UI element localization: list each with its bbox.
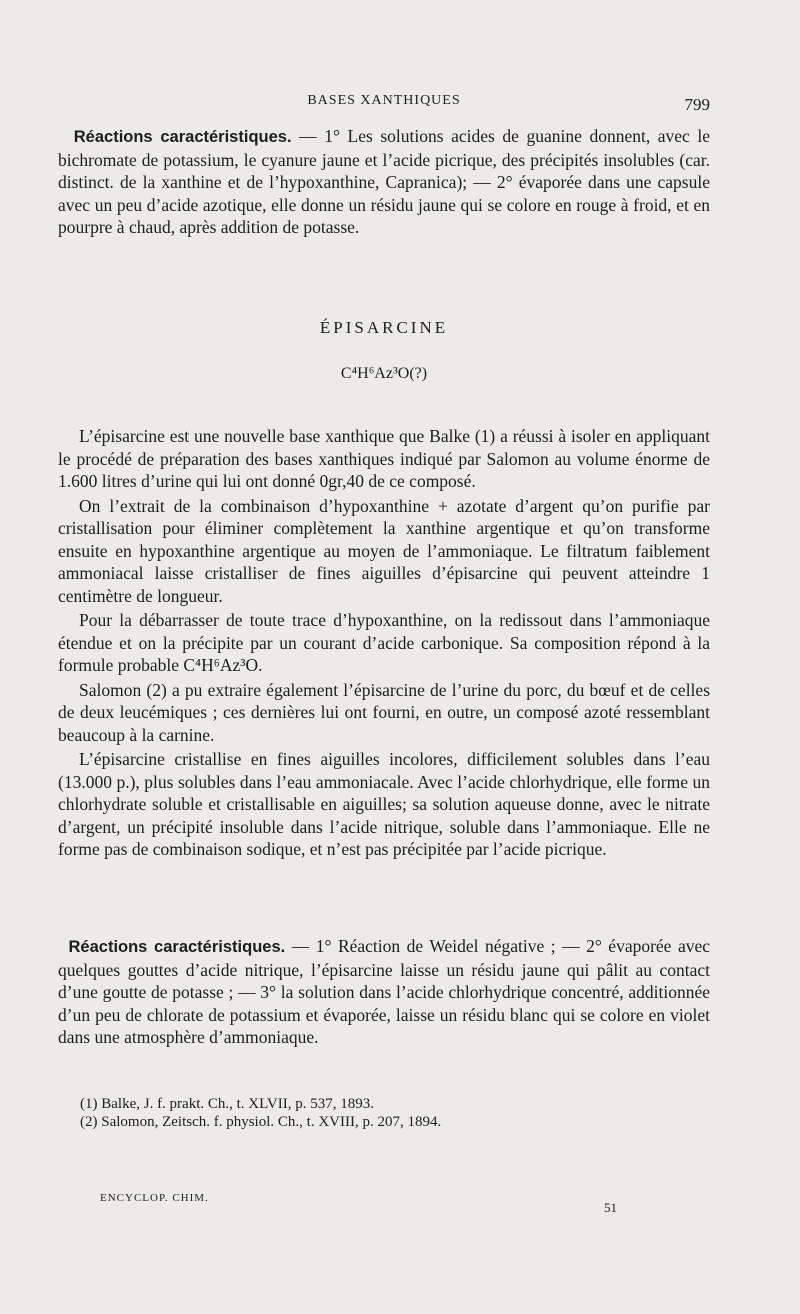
paragraph: L’épisarcine est une nouvelle base xanthique que Balke (1) a réussi à isoler en appliquant le procédé de préparation des bases xanthiques indiqué par Salomon au volume énorme de 1.600 litres d’urine qui lui ont donné 0gr,40 de ce composé. — [58, 426, 710, 491]
paragraph: L’épisarcine cristallise en fines aiguilles incolores, difficilement solubles dans l’eau (13.000 p.), plus solubles dans l’eau ammoniacale. Avec l’acide chlorhydrique, elle forme un chlorhydrate soluble et cristallisable en aiguilles; sa solution aqueuse donne, avec le nitrate d’argent, un précipité insoluble dans l’acide nitrique, soluble dans l’ammoniaque. Elle ne forme pas de combinaison sodique, et n’est pas précipitée par l’acide picrique. — [58, 749, 710, 859]
description-body — [58, 425, 710, 863]
paragraph: On l’extrait de la combinaison d’hypoxanthine + azotate d’argent qu’on purifie par cristallisation pour éliminer complètement la xanthine argentique et qu’on transforme ensuite en hypoxanthine argentique au moyen de l’ammoniaque. Le filtratum faiblement ammoniacal laisse cristalliser de fines aiguilles d’épisarcine qui peuvent atteindre 1 centimètre de longueur. — [58, 495, 710, 606]
footer-signature: ENCYCLOP. CHIM. — [100, 1192, 209, 1204]
reactions-section-guanine — [58, 125, 710, 241]
footnote: (1) Balke, J. f. prakt. Ch., t. XLVII, p. 537, 1893. — [80, 1096, 374, 1112]
compound-title: ÉPISARCINE — [319, 318, 449, 337]
reactions-section-episarcine — [58, 935, 710, 1051]
compound-formula: C⁴H⁶Az³O(?) — [340, 365, 428, 382]
section-text: — 1° Les solutions acides de guanine donnent, avec le bichromate de potassium, le cyanure jaune et l’acide picrique, des précipités insolubles (car. distinct. de la xanthine et de l’hypoxanthine, Capranica); — 2° évaporée dans une capsule avec un peu d’acide azotique, elle donne un résidu jaune qui se colore en rouge à froid, et en pourpre à chaud, après addition de potasse. — [58, 126, 711, 237]
footnotes — [80, 1095, 680, 1131]
paragraph: Salomon (2) a pu extraire également l’épisarcine de l’urine du porc, du bœuf et de celles de deux leucémiques ; ces dernières lui ont fourni, en outre, un composé azoté ressemblant beaucoup à la carnine. — [58, 679, 710, 745]
running-title: BASES XANTHIQUES — [307, 93, 461, 108]
paragraph: Pour la débarrasser de toute trace d’hypoxanthine, on la redissout dans l’ammoniaque étendue et on la précipite par un courant d’acide carbonique. Sa composition répond à la formule probable C⁴H⁶Az³O. — [58, 610, 710, 675]
page-number: 799 — [684, 95, 710, 114]
page-header — [58, 93, 710, 117]
footnote: (2) Salomon, Zeitsch. f. physiol. Ch., t. XVIII, p. 207, 1894. — [80, 1114, 442, 1130]
section-text: — 1° Réaction de Weidel négative ; — 2° évaporée avec quelques gouttes d’acide nitrique, l’épisarcine laisse un résidu jaune qui pâlit au contact d’une goutte de potasse ; — 3° la solution dans l’acide chlorhydrique concentré, additionnée d’un peu de chlorate de potassium et évaporée, laisse un résidu blanc qui se colore en violet dans une atmosphère d’ammoniaque. — [58, 936, 710, 1047]
section-label: Réactions caractéristiques. — [68, 938, 286, 956]
section-label: Réactions caractéristiques. — [73, 128, 292, 146]
footer-sheet-number: 51 — [604, 1200, 617, 1215]
